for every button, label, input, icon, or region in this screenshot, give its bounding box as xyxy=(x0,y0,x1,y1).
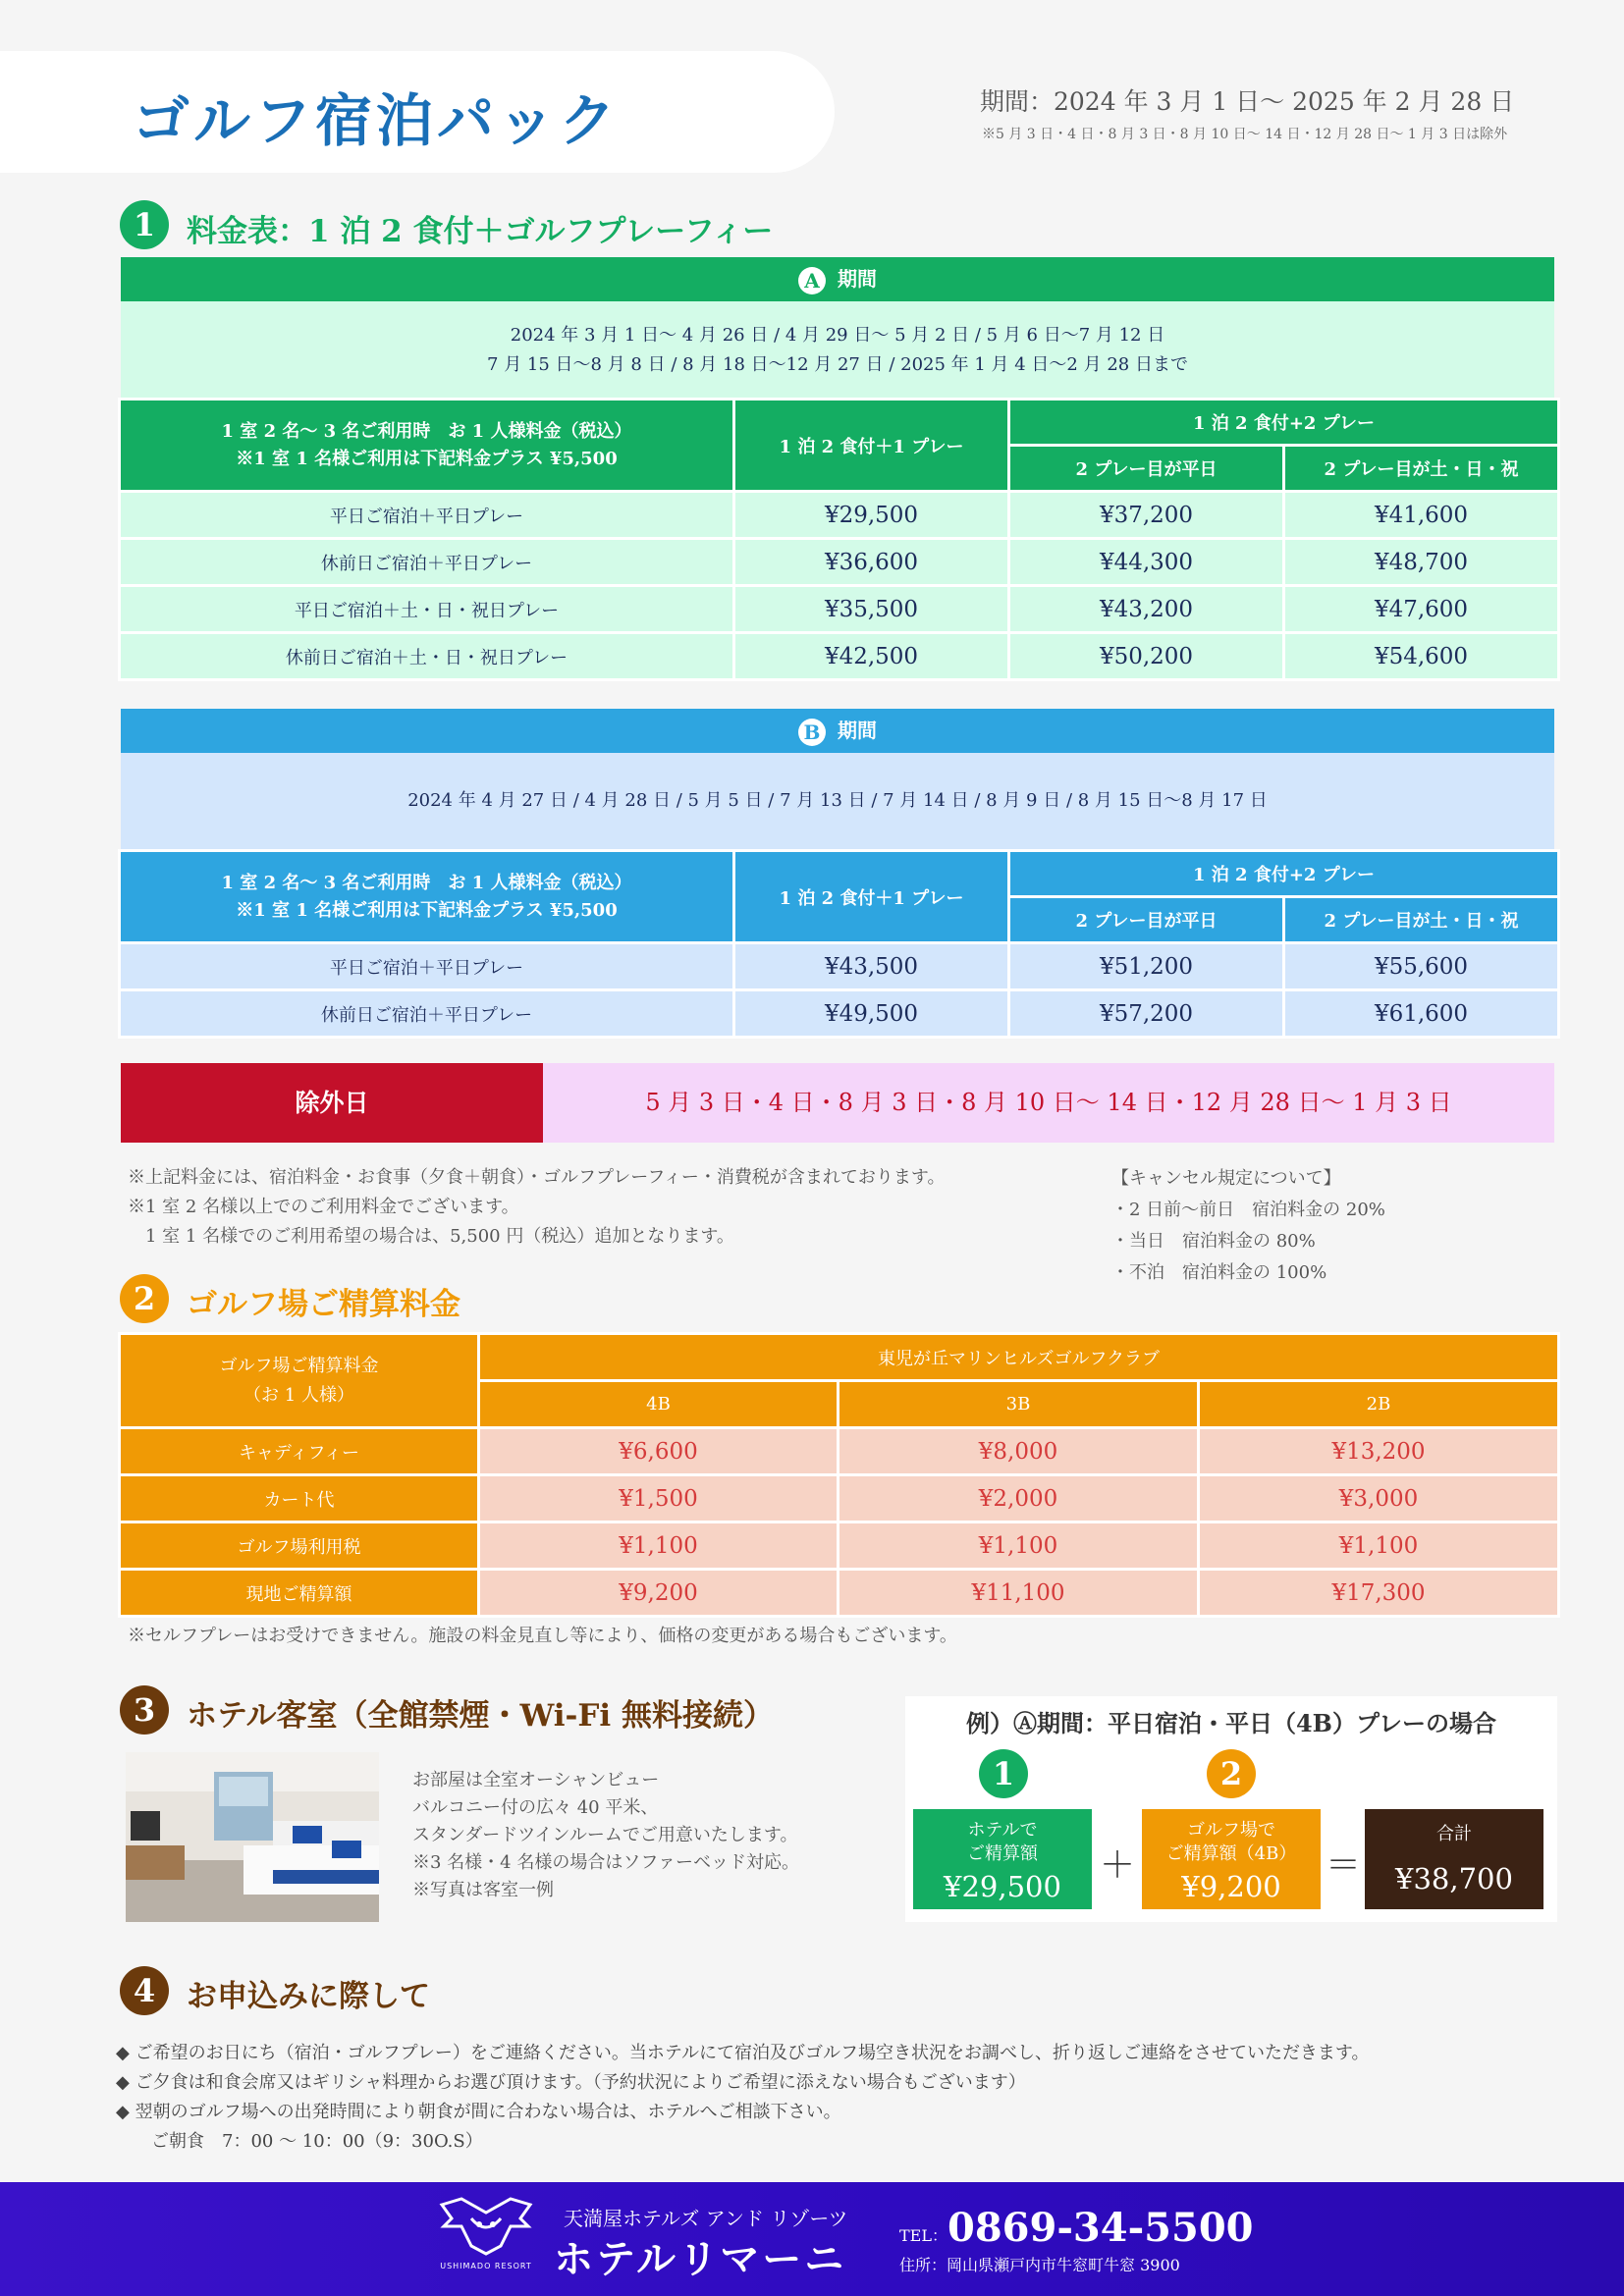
fee-cell: ¥17,300 xyxy=(1199,1570,1559,1617)
col-head: 2B xyxy=(1199,1381,1559,1428)
address: 住所：岡山県瀬戸内市牛窓町牛窓 3900 xyxy=(899,2256,1180,2274)
head-left-line2: ※1 室 1 名様ご利用は下記料金プラス ¥5,500 xyxy=(236,899,618,921)
tel-label: TEL： xyxy=(899,2226,947,2245)
golf-fee-note: ※セルフプレーはお受けできません。施設の料金見直し等により、価格の変更がある場合もございます。 xyxy=(128,1626,957,1646)
price-table-b xyxy=(118,849,1560,1039)
head-one-play: 1 泊 2 食付＋1 プレー xyxy=(734,851,1009,943)
bullet-line: ◆ 翌朝のゴルフ場への出発時間により朝食が間に合わない場合は、ホテルへご相談下さい。 xyxy=(116,2102,841,2122)
table-row xyxy=(120,492,1559,539)
row-label: 平日ご宿泊＋土・日・祝日プレー xyxy=(120,586,734,633)
fee-cell: ¥8,000 xyxy=(839,1428,1199,1475)
table-row xyxy=(120,943,1559,990)
head-weekend: 2 プレー目が土・日・祝 xyxy=(1284,446,1559,492)
price-cell: ¥54,600 xyxy=(1284,633,1559,680)
period-a-line1: 2024 年 3 月 1 日〜 4 月 26 日 / 4 月 29 日〜 5 月 2 日 / 5 月 6 日〜7 月 12 日 xyxy=(510,325,1165,346)
price-cell: ¥44,300 xyxy=(1009,539,1284,586)
head-weekday: 2 プレー目が平日 xyxy=(1009,446,1284,492)
table-row xyxy=(120,990,1559,1038)
fee-cell: ¥3,000 xyxy=(1199,1475,1559,1522)
card-label: ご精算額 xyxy=(967,1843,1038,1864)
fee-cell: ¥2,000 xyxy=(839,1475,1199,1522)
fee-cell: ¥6,600 xyxy=(479,1428,839,1475)
cancel-title: 【キャンセル規定について】 xyxy=(1111,1168,1341,1189)
contact-block xyxy=(899,2205,1254,2275)
section-title: 料金表：1 泊 2 食付＋ゴルフプレーフィー xyxy=(187,214,774,249)
row-label: 休前日ご宿泊＋平日プレー xyxy=(120,539,734,586)
card-label: ゴルフ場で xyxy=(1187,1820,1275,1841)
bullet-line: ◆ ご希望のお日にち（宿泊・ゴルフプレー）をご連絡ください。当ホテルにて宿泊及びゴルフ場空き状況をお調べし、折り返しご連絡をさせていただきます。 xyxy=(116,2043,1370,2063)
room-desc-line: スタンダードツインルームでご用意いたします。 xyxy=(412,1825,798,1845)
total-card xyxy=(1365,1809,1543,1909)
price-cell: ¥55,600 xyxy=(1284,943,1559,990)
hotel-name: ホテルリマーニ xyxy=(554,2236,847,2282)
page-title: ゴルフ宿泊パック xyxy=(133,87,621,154)
head-left xyxy=(120,400,734,492)
example-title: 例）Ⓐ期間：平日宿泊・平日（4B）プレーの場合 xyxy=(965,1709,1497,1737)
equals-sign: ＝ xyxy=(1326,1845,1362,1886)
head-weekend: 2 プレー目が土・日・祝 xyxy=(1284,897,1559,943)
table-row xyxy=(120,1570,1559,1617)
room-desc-line: バルコニー付の広々 40 平米、 xyxy=(412,1797,659,1818)
head-weekday: 2 プレー目が平日 xyxy=(1009,897,1284,943)
price-cell: ¥47,600 xyxy=(1284,586,1559,633)
step-2-icon: 2 xyxy=(1207,1749,1256,1798)
table-row xyxy=(120,1475,1559,1522)
total-label: 合計 xyxy=(1436,1824,1472,1844)
table-row xyxy=(120,1428,1559,1475)
fee-cell: ¥1,100 xyxy=(1199,1522,1559,1570)
exclusion-dates: 5 月 3 日・4 日・8 月 3 日・8 月 10 日〜 14 日・12 月 28 日〜 1 月 3 日 xyxy=(543,1063,1554,1143)
badge-b: B xyxy=(798,719,826,746)
price-cell: ¥49,500 xyxy=(734,990,1009,1038)
campaign-period: 期間：2024 年 3 月 1 日〜 2025 年 2 月 28 日 xyxy=(980,87,1515,116)
head-two-play: 1 泊 2 食付+2 プレー xyxy=(1009,400,1559,446)
row-label: 休前日ご宿泊＋平日プレー xyxy=(120,990,734,1038)
cancel-policy xyxy=(1111,1163,1543,1289)
golf-payment-card xyxy=(1142,1809,1321,1909)
table-row xyxy=(120,586,1559,633)
price-table-a xyxy=(118,398,1560,681)
price-cell: ¥43,500 xyxy=(734,943,1009,990)
section-number: 3 xyxy=(120,1685,169,1735)
room-photo xyxy=(126,1752,379,1922)
fee-cell: ¥1,500 xyxy=(479,1475,839,1522)
fee-cell: ¥1,100 xyxy=(839,1522,1199,1570)
golf-club-name: 東児が丘マリンヒルズゴルフクラブ xyxy=(479,1334,1559,1381)
row-label: 休前日ご宿泊＋土・日・祝日プレー xyxy=(120,633,734,680)
tel-number[interactable]: 0869-34-5500 xyxy=(947,2205,1254,2251)
golf-fee-table xyxy=(118,1332,1560,1618)
head-left-line1: 1 室 2 名〜 3 名ご利用時 お 1 人様料金（税込） xyxy=(221,420,632,442)
price-cell: ¥51,200 xyxy=(1009,943,1284,990)
price-notes xyxy=(128,1163,1110,1252)
card-value: ¥29,500 xyxy=(944,1870,1061,1903)
card-label: ご精算額（4B） xyxy=(1165,1843,1297,1864)
row-label: ゴルフ場利用税 xyxy=(120,1522,479,1570)
head-left-line1: 1 室 2 名〜 3 名ご利用時 お 1 人様料金（税込） xyxy=(221,872,632,893)
room-desc-line: ※3 名様・4 名様の場合はソファーベッド対応。 xyxy=(412,1852,799,1873)
note-line: 1 室 1 名様でのご利用希望の場合は、5,500 円（税込）追加となります。 xyxy=(128,1226,734,1247)
note-line: ※上記料金には、宿泊料金・お食事（夕食＋朝食）・ゴルフプレーフィー・消費税が含まれております。 xyxy=(128,1167,946,1188)
application-notes xyxy=(116,2039,1569,2157)
section-number: 1 xyxy=(120,200,169,249)
head-two-play: 1 泊 2 食付+2 プレー xyxy=(1009,851,1559,897)
note-line: ※1 室 2 名様以上でのご利用料金でございます。 xyxy=(128,1197,519,1217)
room-desc-line: ※写真は客室一例 xyxy=(412,1880,554,1900)
hotel-logo xyxy=(432,2197,540,2275)
period-b-band xyxy=(121,709,1554,753)
hotel-group: 天満屋ホテルズ アンド リゾーツ xyxy=(564,2207,848,2230)
step-1-icon: 1 xyxy=(979,1749,1028,1798)
fee-cell: ¥9,200 xyxy=(479,1570,839,1617)
cancel-line: ・当日 宿泊料金の 80% xyxy=(1111,1231,1316,1252)
price-cell: ¥57,200 xyxy=(1009,990,1284,1038)
head-left xyxy=(120,851,734,943)
card-label: ホテルで xyxy=(967,1820,1038,1841)
period-label: 期間 xyxy=(838,719,877,742)
head-left-line2: （お 1 人様） xyxy=(244,1384,354,1406)
room-description xyxy=(412,1767,799,1904)
col-head: 4B xyxy=(479,1381,839,1428)
fee-cell: ¥11,100 xyxy=(839,1570,1199,1617)
price-cell: ¥37,200 xyxy=(1009,492,1284,539)
price-cell: ¥29,500 xyxy=(734,492,1009,539)
plus-sign: ＋ xyxy=(1100,1845,1136,1886)
price-cell: ¥61,600 xyxy=(1284,990,1559,1038)
section-title: ゴルフ場ご精算料金 xyxy=(187,1287,460,1322)
row-label: 平日ご宿泊＋平日プレー xyxy=(120,943,734,990)
room-desc-line: お部屋は全室オーシャンビュー xyxy=(412,1770,660,1790)
fee-cell: ¥1,100 xyxy=(479,1522,839,1570)
row-label: 現地ご精算額 xyxy=(120,1570,479,1617)
section-title: お申込みに際して xyxy=(187,1979,430,2014)
period-label: 期間 xyxy=(838,267,877,291)
cancel-line: ・不泊 宿泊料金の 100% xyxy=(1111,1262,1327,1283)
price-cell: ¥41,600 xyxy=(1284,492,1559,539)
hotel-payment-card xyxy=(913,1809,1092,1909)
bullet-line: ご朝食 7：00 〜 10：00（9：30O.S） xyxy=(116,2131,483,2152)
price-cell: ¥36,600 xyxy=(734,539,1009,586)
row-label: カート代 xyxy=(120,1475,479,1522)
period-a-line2: 7 月 15 日〜8 月 8 日 / 8 月 18 日〜12 月 27 日 / 2025 年 1 月 4 日〜2 月 28 日まで xyxy=(487,354,1188,375)
section-number: 2 xyxy=(120,1274,169,1323)
table-row xyxy=(120,633,1559,680)
section-number: 4 xyxy=(120,1966,169,2015)
cancel-line: ・2 日前〜前日 宿泊料金の 20% xyxy=(1111,1200,1385,1220)
section-title: ホテル客室（全館禁煙・Wi-Fi 無料接続） xyxy=(187,1698,774,1734)
table-row xyxy=(120,1522,1559,1570)
price-cell: ¥48,700 xyxy=(1284,539,1559,586)
campaign-period-note: ※5 月 3 日・4 日・8 月 3 日・8 月 10 日〜 14 日・12 月 28 日〜 1 月 3 日は除外 xyxy=(982,127,1508,142)
total-value: ¥38,700 xyxy=(1395,1862,1513,1896)
head-left xyxy=(120,1334,479,1428)
price-cell: ¥50,200 xyxy=(1009,633,1284,680)
price-cell: ¥35,500 xyxy=(734,586,1009,633)
table-row xyxy=(120,539,1559,586)
badge-a: A xyxy=(798,267,826,294)
fee-cell: ¥13,200 xyxy=(1199,1428,1559,1475)
period-a-dates xyxy=(121,301,1554,398)
price-cell: ¥43,200 xyxy=(1009,586,1284,633)
period-a-band xyxy=(121,257,1554,301)
exclusion-label: 除外日 xyxy=(121,1063,543,1143)
logo-text: USHIMADO RESORT xyxy=(440,2262,532,2270)
col-head: 3B xyxy=(839,1381,1199,1428)
bullet-line: ◆ ご夕食は和食会席又はギリシャ料理からお選び頂けます。（予約状況によりご希望に添えない場合もございます） xyxy=(116,2072,1026,2093)
head-left-line2: ※1 室 1 名様ご利用は下記料金プラス ¥5,500 xyxy=(236,448,618,469)
card-value: ¥9,200 xyxy=(1181,1870,1281,1903)
row-label: キャディフィー xyxy=(120,1428,479,1475)
period-b-dates: 2024 年 4 月 27 日 / 4 月 28 日 / 5 月 5 日 / 7 月 13 日 / 7 月 14 日 / 8 月 9 日 / 8 月 15 日〜8 月 17 日 xyxy=(121,753,1554,849)
price-cell: ¥42,500 xyxy=(734,633,1009,680)
head-one-play: 1 泊 2 食付＋1 プレー xyxy=(734,400,1009,492)
head-left-line1: ゴルフ場ご精算料金 xyxy=(219,1355,379,1376)
row-label: 平日ご宿泊＋平日プレー xyxy=(120,492,734,539)
